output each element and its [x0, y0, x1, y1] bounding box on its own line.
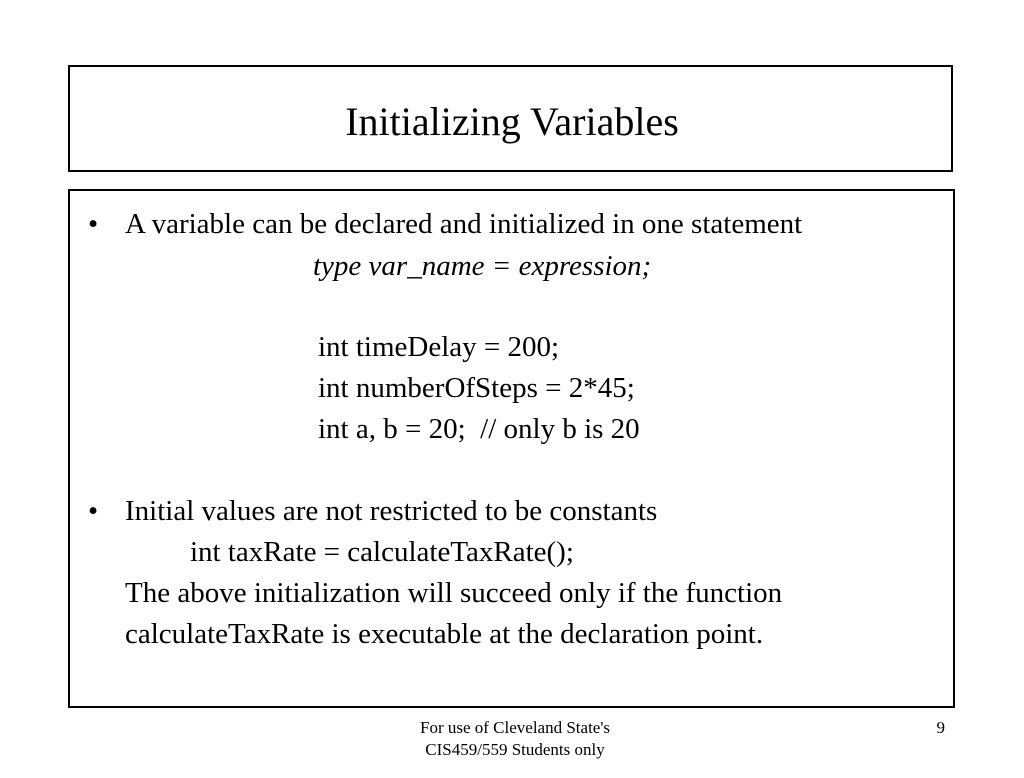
example-line-3: int a, b = 20; // only b is 20 [318, 413, 640, 445]
page-number: 9 [936, 718, 945, 737]
note-line-1: The above initialization will succeed only if the function [125, 577, 783, 609]
example-line-4: int taxRate = calculateTaxRate(); [190, 536, 574, 568]
bullet-text-2: Initial values are not restricted to be constants [125, 495, 658, 527]
slide-title: Initializing Variables [345, 99, 679, 144]
bullet-marker-1: • [88, 208, 99, 240]
example-line-2: int numberOfSteps = 2*45; [318, 372, 635, 404]
footer-note [380, 717, 650, 761]
footer-line-1: For use of Cleveland State's [419, 718, 611, 737]
bullet-marker-2: • [88, 495, 99, 527]
bullet-text-1: A variable can be declared and initialized in one statement [125, 208, 803, 240]
note-line-2: calculateTaxRate is executable at the declaration point. [125, 618, 764, 650]
footer-line-2: CIS459/559 Students only [425, 740, 605, 759]
example-line-1: int timeDelay = 200; [318, 331, 560, 363]
syntax-line: type var_name = expression; [313, 250, 652, 282]
